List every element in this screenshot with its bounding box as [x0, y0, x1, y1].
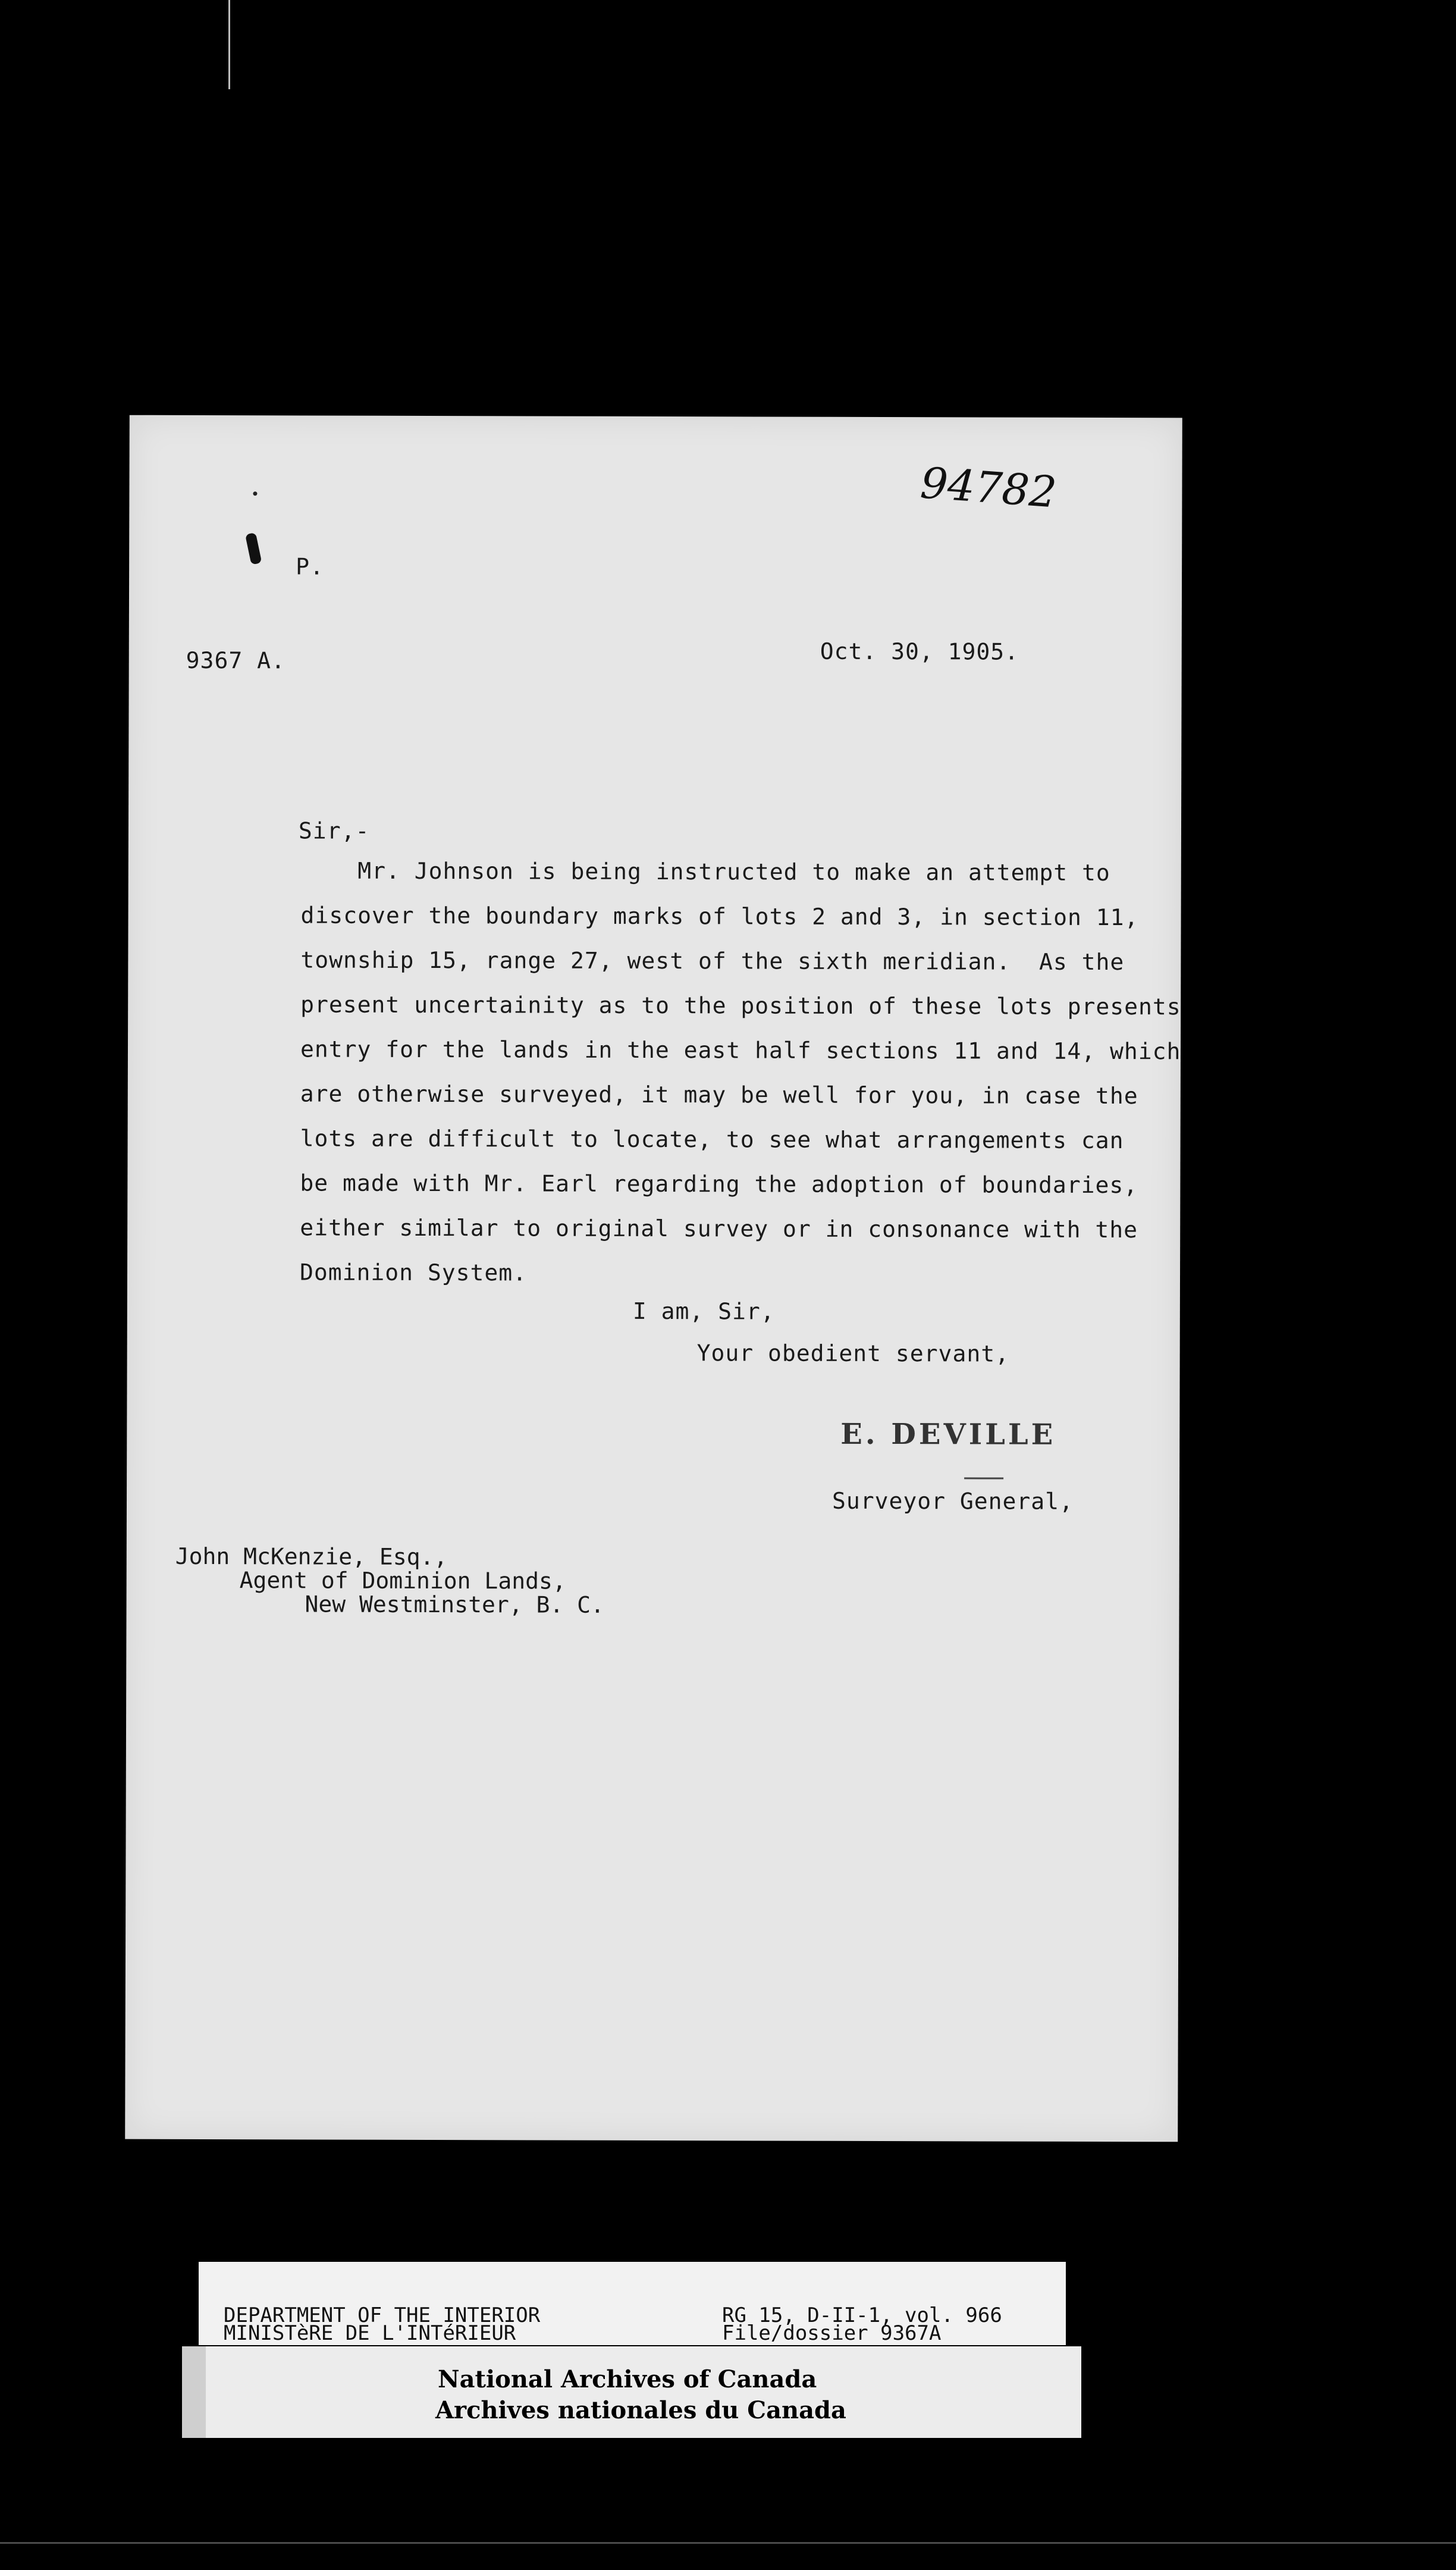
- letter-body: [300, 848, 1181, 1297]
- film-edge-line: [228, 0, 230, 89]
- archive-label-institution: [182, 2346, 1081, 2438]
- letter-date: Oct. 30, 1905.: [820, 638, 1019, 665]
- recipient-role: Agent of Dominion Lands,: [239, 1567, 566, 1594]
- body-line: either similar to original survey or in consonance with the: [300, 1214, 1138, 1243]
- body-line: are otherwise surveyed, it may be well for you, in case the: [300, 1080, 1138, 1110]
- marker-p: P.: [296, 553, 324, 580]
- recipient-place: New Westminster, B. C.: [305, 1591, 604, 1618]
- recipient-name: John McKenzie, Esq.,: [175, 1543, 448, 1571]
- signer-title: Surveyor General,: [831, 1487, 1074, 1515]
- salutation: Sir,-: [298, 817, 370, 844]
- letter-page: [125, 415, 1182, 2142]
- file-dossier-number: File/dossier 9367A: [722, 2321, 942, 2345]
- reference-number: 9367 A.: [186, 647, 285, 674]
- department-english: DEPARTMENT OF THE INTERIOR: [224, 2303, 541, 2327]
- handwritten-file-number: 94782: [918, 457, 1059, 518]
- body-line: lots are difficult to locate, to see what arrangements can: [300, 1125, 1124, 1154]
- body-line: be made with Mr. Earl regarding the adoption of boundaries,: [300, 1170, 1138, 1199]
- body-line: Mr. Johnson is being instructed to make an attempt to: [300, 857, 1110, 886]
- closing-line-1: I am, Sir,: [632, 1297, 775, 1325]
- archive-label-department: [199, 2262, 1066, 2345]
- body-line: Dominion System.: [299, 1259, 528, 1286]
- body-line: present uncertainity as to the position of these lots presents: [300, 991, 1181, 1020]
- signature-underline: [964, 1477, 1003, 1479]
- ink-dot: [253, 491, 257, 496]
- signature: E. DEVILLE: [840, 1417, 1056, 1452]
- archives-english: National Archives of Canada: [438, 2365, 817, 2393]
- archives-french: Archives nationales du Canada: [435, 2396, 846, 2424]
- department-french: MINISTèRE DE L'INTéRIEUR: [224, 2321, 516, 2345]
- closing-line-2: Your obedient servant,: [696, 1340, 1010, 1367]
- body-line: township 15, range 27, west of the sixth meridian. As the: [300, 946, 1125, 976]
- film-bottom-rule: [0, 2542, 1456, 2544]
- record-group-reference: RG 15, D-II-1, vol. 966: [722, 2303, 1002, 2327]
- body-line: discover the boundary marks of lots 2 and 3, in section 11,: [300, 902, 1139, 931]
- body-line: entry for the lands in the east half sections 11 and 14, which: [300, 1036, 1181, 1065]
- ink-mark: [245, 532, 262, 565]
